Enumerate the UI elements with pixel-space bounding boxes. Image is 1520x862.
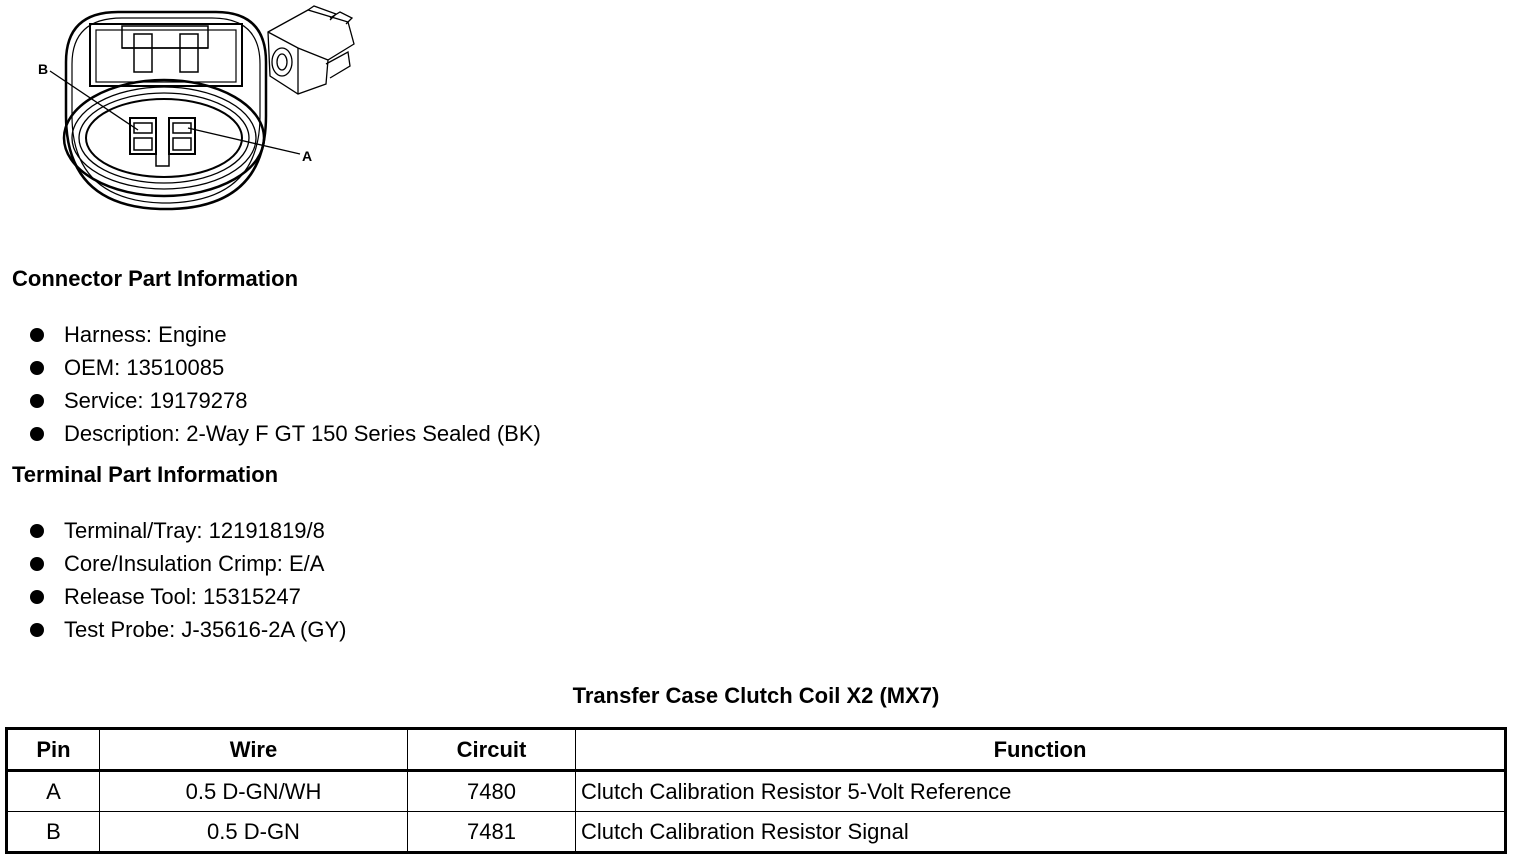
list-item: Description: 2-Way F GT 150 Series Sealed (BK): [28, 417, 541, 450]
bullet-icon: [30, 427, 44, 441]
cell-circuit: 7480: [408, 771, 576, 812]
cell-function: Clutch Calibration Resistor Signal: [576, 812, 1506, 853]
column-header-pin: Pin: [7, 729, 100, 771]
cell-pin: A: [7, 771, 100, 812]
bullet-icon: [30, 590, 44, 604]
list-item: Release Tool: 15315247: [28, 580, 346, 613]
cell-pin: B: [7, 812, 100, 853]
cell-circuit: 7481: [408, 812, 576, 853]
cell-wire: 0.5 D-GN: [100, 812, 408, 853]
table-row: [7, 771, 1506, 812]
terminal-part-info-heading: Terminal Part Information: [12, 462, 279, 487]
table-title: Transfer Case Clutch Coil X2 (MX7): [572, 683, 940, 708]
list-item: Service: 19179278: [28, 384, 541, 417]
connector-part-info-heading: Connector Part Information: [12, 266, 299, 291]
pin-a-label: A: [302, 148, 313, 164]
bullet-icon: [30, 394, 44, 408]
bullet-icon: [30, 623, 44, 637]
cell-wire: 0.5 D-GN/WH: [100, 771, 408, 812]
connector-part-info-list: [28, 318, 541, 450]
cell-function: Clutch Calibration Resistor 5-Volt Reference: [576, 771, 1506, 812]
list-item: Terminal/Tray: 12191819/8: [28, 514, 346, 547]
column-header-circuit: Circuit: [408, 729, 576, 771]
list-item: Harness: Engine: [28, 318, 541, 351]
list-item: OEM: 13510085: [28, 351, 541, 384]
bullet-icon: [30, 328, 44, 342]
column-header-function: Function: [576, 729, 1506, 771]
table-row: [7, 812, 1506, 853]
bullet-icon: [30, 524, 44, 538]
list-item: Test Probe: J-35616-2A (GY): [28, 613, 346, 646]
terminal-part-info-list: [28, 514, 346, 646]
bullet-icon: [30, 361, 44, 375]
connector-diagram: [30, 4, 390, 219]
connector-iso-icon: [268, 6, 354, 94]
column-header-wire: Wire: [100, 729, 408, 771]
bullet-icon: [30, 557, 44, 571]
table-header-row: [7, 729, 1506, 771]
list-item: Core/Insulation Crimp: E/A: [28, 547, 346, 580]
pin-b-label: B: [38, 61, 49, 77]
pinout-table: [5, 727, 1507, 854]
